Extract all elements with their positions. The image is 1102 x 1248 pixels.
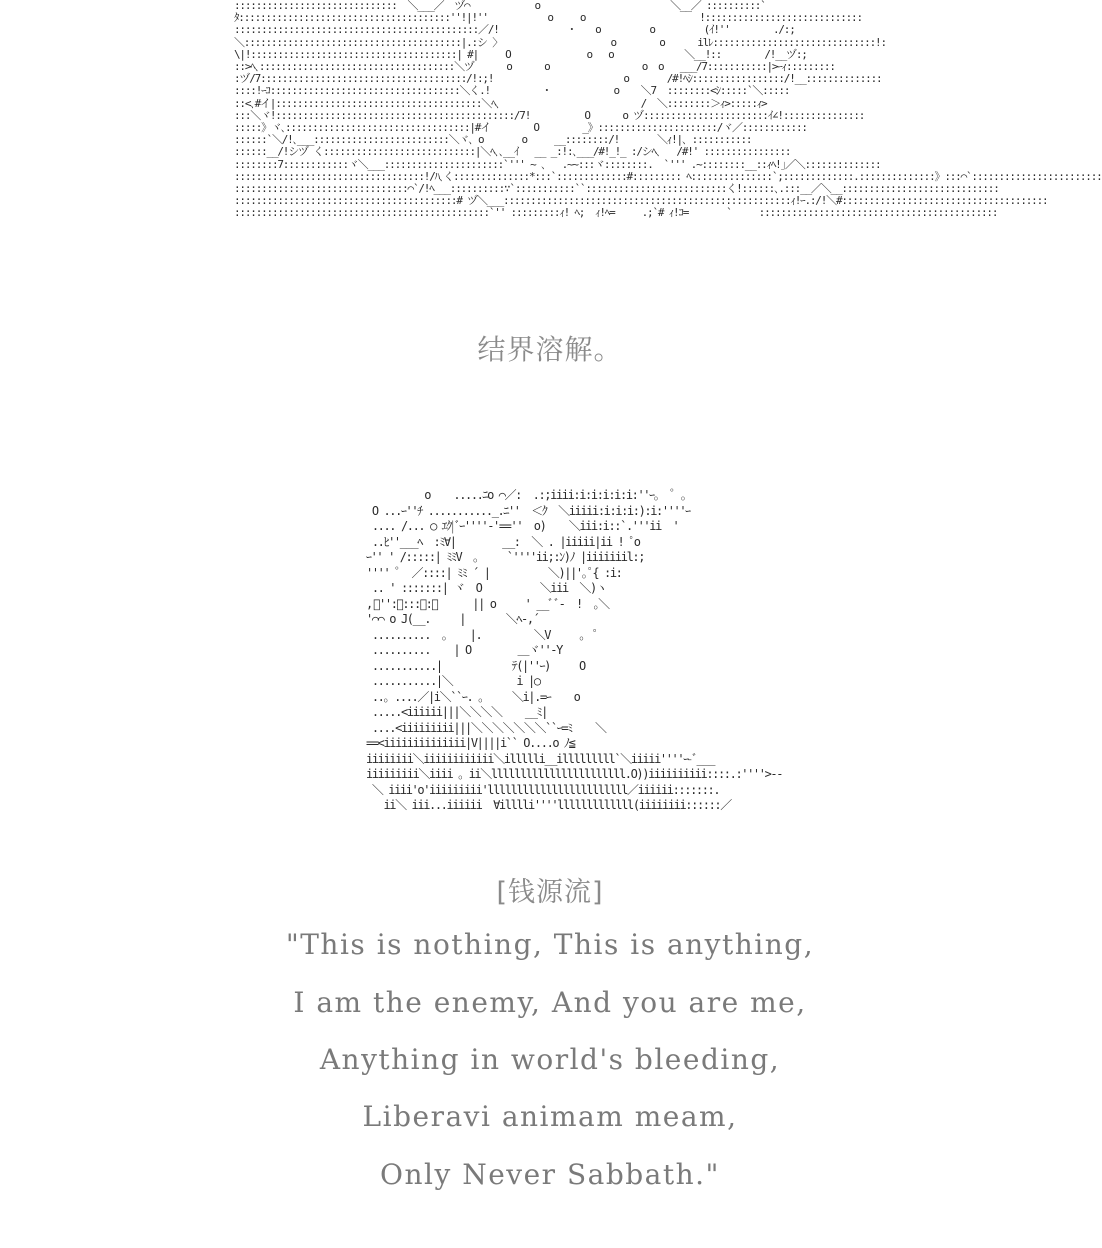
caption-barrier-dissolves: 结界溶解。 bbox=[477, 333, 623, 366]
chant-line: Only Never Sabbath." bbox=[380, 1158, 720, 1191]
chant-line: Liberavi animam meam, bbox=[362, 1100, 738, 1133]
ascii-art-qian-yuan-liu-scene: o .....ﾆo ⌒／: .:;iiii:i:i:i:i:i:''ｰ。 ゜。 O ...ｰ''ﾁ ..........._.ﾆ'' ＜ｸ ＼iiiii:i:i:i:):i:''''ｰ .... /... ○ ｴｸ|ﾞｰ''''-'=='' o) ＼iii:i::`.'''ii ' ..ﾋ''___ﾍ :ﾐ∀| __: ＼ . |iiiii|ii ! ﾟo ｰ'' ' /:::::| ﾐﾐV ｡ `''''ii;:ﾝ)ﾉ |iiiiiiil:; '''' ゜ ／::::| ﾐﾐ ´ | ＼)||'｡ﾟ{ :i: .. ' :::::::| ヾ O ＼iii ＼)ヽ ,ﾞ'':＼:::＼:＼ || o ' __ﾞﾞ- ! ｡＼ '⌒⌒ o J(__. | ＼ﾍ-,´ .......... ｡ |. ＼V ｡ ﾟ .......... | O ＿ヾ''-Y ...........| ﾃ(|''ｰ) O ...........|＼ i |○ ..。....／|i＼``ｰ. ｡ ＼i|.=ｰ o .....<iiiiii|||＼＼＼＼ __ﾐ| ....<iiiiiiiii|||＼＼＼＼＼＼＼``ｰ=ﾐ ＼ ==<iiiiiiiiiiiiii|V||||i`` O....o ﾉ≦ iiiiiiii＼iiiiiiiiiiii＼illllli__illlllllll`＼iiiii''''ｰ-ﾞ___ iiiiiiiii＼iiii ｡ ii＼lllllllllllllllllllllll.O))iiiiiiiiii::::.:''''>-- ＼ iiii'o'iiiiiiiii'llllllllllllllllllllllll／iiiiii:::::::. ii＼ iii...iiiiii ∀illlli''''lllllllllllll(iiiiiiii::::::／ bbox=[366, 488, 783, 812]
caption-technique-name: [钱源流] bbox=[496, 877, 604, 908]
ascii-art-barrier-scene: :::::::::::::::::::::::::::::: ＼___／ ヅ⌒ o ＼__／ ::::::::::` ﾀ:::::::::::::::::::::::::::::::::::::::''!|!'' o o !::::::::::::::::::::::::::::: :::::::::::::::::::::::::::::::::::::::::::::／/! ･ o o (ｲ!'' ./:; ＼::::::::::::::::::::::::::::::::::::::::|.:シ 〉 o o ilﾚ::::::::::::::::::::::::::::::!: \|!::::::::::::::::::::::::::::::::::::::| #| O o o ＼__!:: /!__ヅ:; ::>ﾍ､::::::::::::::::::::::::::::::::::::＼ヅ o o o o ___/7:::::::::::|>ｰｨ::::::::: :ヅ/7::::::::::::::::::::::::::::::::::::::/!:;! o /#!ﾍｼ:::::::::::::::::/!__:::::::::::::: ::::!ｰｺ:::::::::::::::::::::::::::::::::::＼く.! ･ o ＼7 ::::::::<ｼ:::::`＼::::: ::<､#イ|::::::::::::::::::::::::::::::::::::::＼ﾍ､ / ＼::::::::＞ｨ>:::::ｨ> :::＼ヾ!::::::::::::::::::::::::::::::::::::::::::::/7! O o ヅ:::::::::::::::::::::::ｲ∠!::::::::::::::: :::::》ヾ､::::::::::::::::::::::::::::::::::|#イ O _》::::::::::::::::::::::/ヾ／:::::::::::: ::::::`＼/!､___:::::::::::::::::::::::::＼ヾ､ o o __::::::::/! ＼ｨ!|､ ::::::::::: ::::::__/!シヅ く::::::::::::::::::::::::::::|＼ﾍ､､__ｲ __ _:!:､___/#!_!_ :/シﾍ､ /#!' :::::::::::::::: ::::::::7::::::::::::ヾ＼___::::::::::::::::::::::`''' ~ ､ .~~:::ヾ::::::::. `''' .~::::::::__::ｨﾍ!｣／＼:::::::::::::: :::::::::::::::::::::::::::::::::::!/ﾊ､く::::::::::::::*:::`:::::::::::::#::::::::: ﾍ:::::::::::::::`;:::::::::::::.::::::::::::::》:::⌒`:::::::::::::::::::::::: ::::::::::::::::::::::::::::::::⌒`/!ﾍ___::::::::::∵`:::::::::::``::::::::::::::::::::::::::く!::::::､.:::__／＼__::::::::::::::::::::::::::::: :::::::::::::::::::::::::::::::::::::::::# ヅ＼___:::::::::::::::::::::::::::::::::::::::::::::::::::::ｨ!ｰ.:/!＼#:::::::::::::::::::::::::::::::::::::: :::::::::::::::::::::::::::::::::::::::::::::::`'' :::::::::ｨ! ﾍ; ｨ!ﾍ= .;`# ｨ!ｺ= ` :::::::::::::::::::::::::::::::::::::::::::: bbox=[234, 0, 1102, 220]
chant-line: Anything in world's bleeding, bbox=[319, 1043, 781, 1076]
chant-line: I am the enemy, And you are me, bbox=[293, 986, 807, 1019]
chant-line: "This is nothing, This is anything, bbox=[285, 928, 815, 961]
